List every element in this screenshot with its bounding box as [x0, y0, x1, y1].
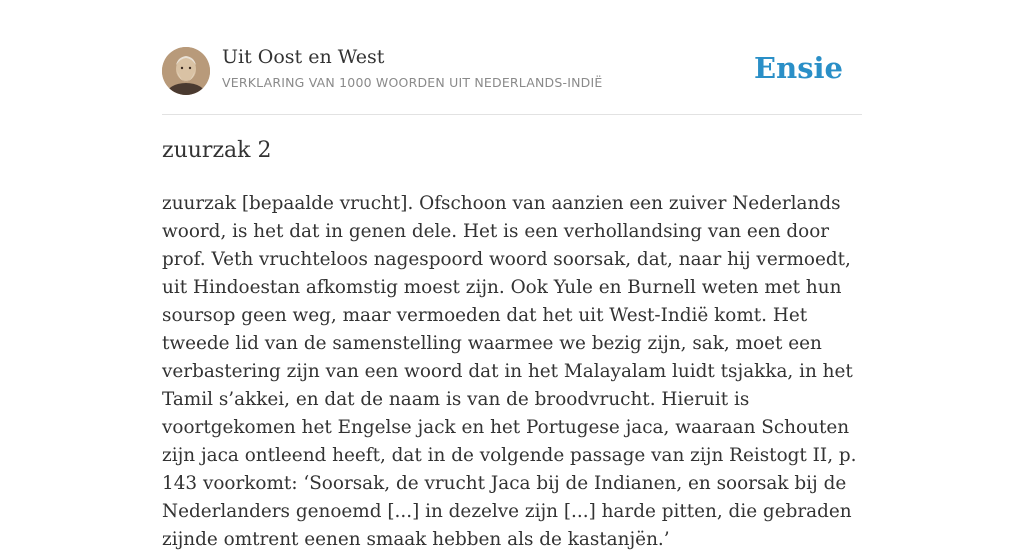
- site-subtitle: VERKLARING VAN 1000 WOORDEN UIT NEDERLANDS-INDIË: [222, 75, 603, 90]
- ensie-logo-link[interactable]: Ensie: [754, 51, 843, 85]
- author-portrait-icon: [162, 47, 210, 95]
- site-title[interactable]: Uit Oost en West: [222, 46, 385, 68]
- author-avatar[interactable]: [162, 47, 210, 95]
- entry-title: zuurzak 2: [162, 138, 272, 163]
- site-header: [162, 44, 862, 115]
- entry-body: zuurzak [bepaalde vrucht]. Ofschoon van aanzien een zuiver Nederlands woord, is het dat in genen dele. Het is een verhollandsing van een door prof. Veth vruchteloos nagespoord woord soorsak, dat, naar hij vermoedt, uit Hindoestan afkomstig moest zijn. Ook Yule en Burnell weten met hun soursop geen weg, maar vermoeden dat het uit West-Indië komt. Het tweede lid van de samenstelling waarmee we bezig zijn, sak, moet een verbastering zijn van een woord dat in het Malayalam luidt tsjakka, in het Tamil s’akkei, en dat de naam is van de broodvrucht. Hieruit is voortgekomen het Engelse jack en het Portugese jaca, waaraan Schouten zijn jaca ontleend heeft, dat in de volgende passage van zijn Reistogt II, p. 143 voorkomt: ‘Soorsak, de vrucht Jaca bij de Indianen, en soorsak bij de Nederlanders genoemd [...] in dezelve zijn [...] harde pitten, die gebraden zijnde omtrent eenen smaak hebben als de kastanjën.’: [162, 193, 857, 550]
